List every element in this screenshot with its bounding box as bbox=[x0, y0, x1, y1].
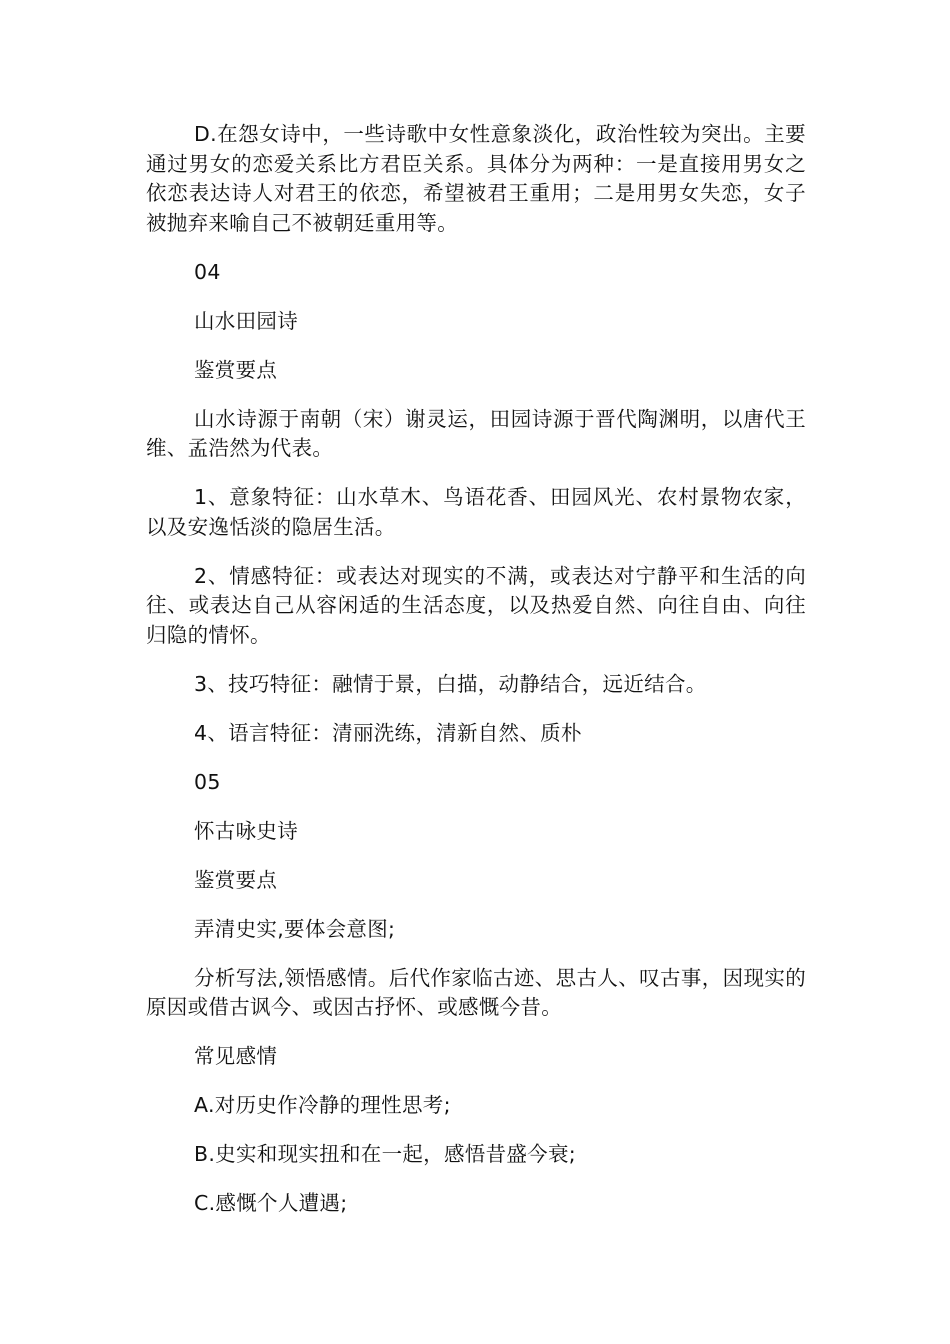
list-item-imagery: 1、意象特征：山水草木、鸟语花香、田园风光、农村景物农家，以及安逸恬淡的隐居生活。 bbox=[146, 485, 806, 539]
list-item-emotion: 2、情感特征：或表达对现实的不满，或表达对宁静平和生活的向往、或表达自己从容闲适的生活态度，以及热爱自然、向往自由、向往归隐的情怀。 bbox=[146, 563, 806, 647]
section-title-history-poetry: 怀古咏史诗 bbox=[194, 818, 298, 843]
subheading-common-emotions: 常见感情 bbox=[194, 1044, 278, 1068]
paragraph-landscape-origin: 山水诗源于南朝（宋）谢灵运，田园诗源于晋代陶渊明，以唐代王维、孟浩然为代表。 bbox=[146, 406, 806, 460]
list-item-technique: 3、技巧特征：融情于景，白描，动静结合，远近结合。 bbox=[194, 671, 707, 696]
subheading-appreciation-points-2: 鉴赏要点 bbox=[194, 867, 278, 892]
subheading-appreciation-points: 鉴赏要点 bbox=[194, 357, 278, 382]
paragraph-clarify-history: 弄清史实,要体会意图; bbox=[194, 916, 396, 941]
section-number-04: 04 bbox=[194, 259, 221, 284]
list-item-b: B.史实和现实扭和在一起，感悟昔盛今衰; bbox=[194, 1142, 576, 1166]
list-item-a: A.对历史作冷静的理性思考; bbox=[194, 1093, 451, 1117]
document-page bbox=[146, 120, 806, 1219]
section-number-05: 05 bbox=[194, 769, 221, 794]
section-title-landscape-poetry: 山水田园诗 bbox=[194, 308, 298, 333]
paragraph-resentful-woman-d: D.在怨女诗中，一些诗歌中女性意象淡化，政治性较为突出。主要通过男女的恋爱关系比方君臣关系。具体分为两种：一是直接用男女之依恋表达诗人对君王的依恋，希望被君王重用；二是用男女失恋，女子被抛弃来喻自己不被朝廷重用等。 bbox=[146, 122, 806, 235]
list-item-c: C.感慨个人遭遇; bbox=[194, 1191, 348, 1215]
paragraph-analyze-writing: 分析写法,领悟感情。后代作家临古迹、思古人、叹古事，因现实的原因或借古讽今、或因古抒怀、或感慨今昔。 bbox=[146, 965, 806, 1019]
list-item-language: 4、语言特征：清丽洗练，清新自然、质朴 bbox=[194, 720, 582, 745]
